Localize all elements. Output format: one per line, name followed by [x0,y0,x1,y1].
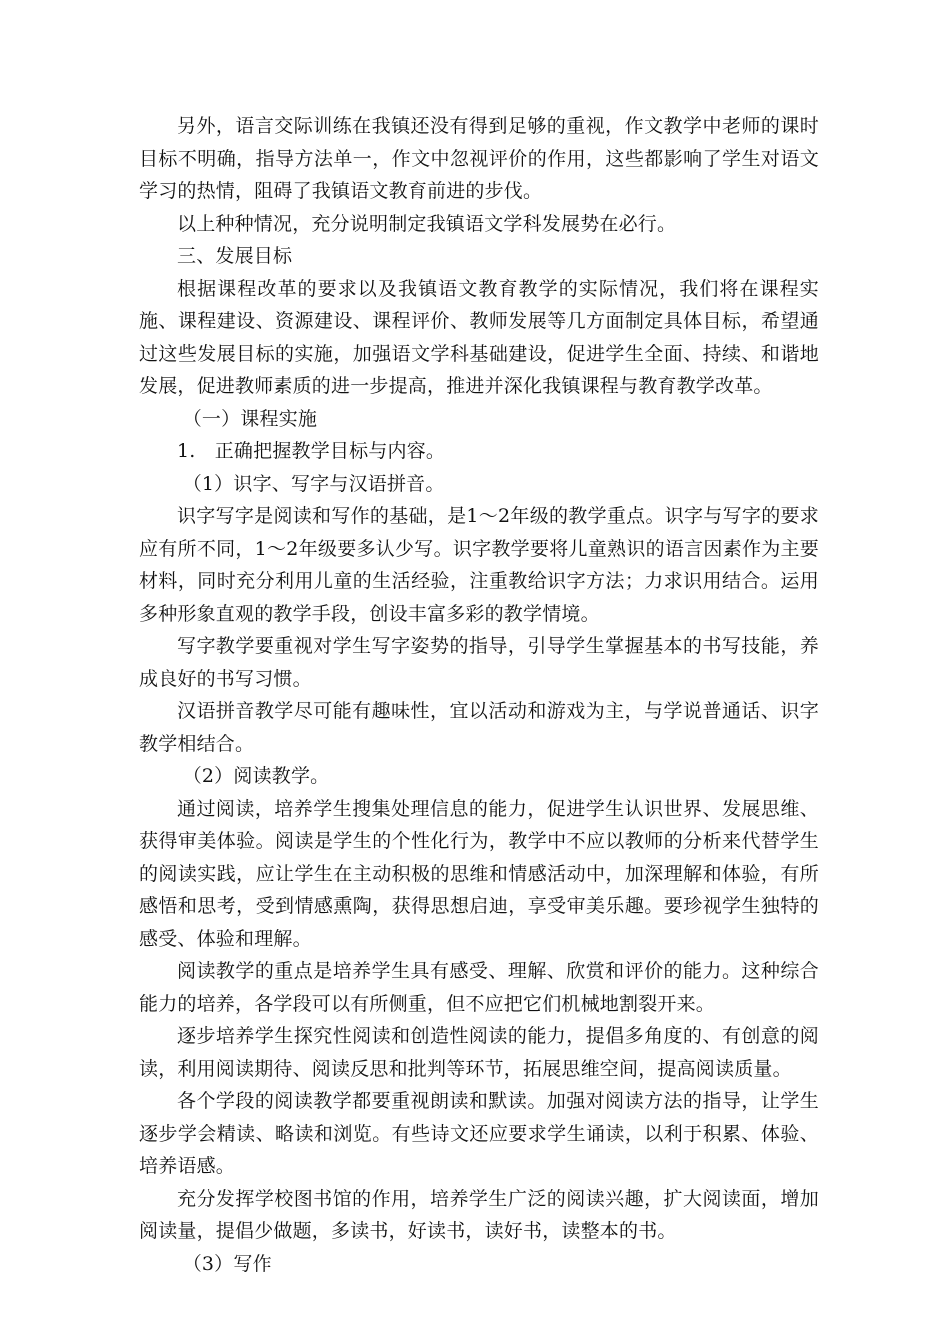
paragraph: 通过阅读，培养学生搜集处理信息的能力，促进学生认识世界、发展思维、获得审美体验。阅读是学生的个性化行为，教学中不应以教师的分析来代替学生的阅读实践，应让学生在主动积极的思维和情感活动中，加深理解和体验，有所感悟和思考，受到情感熏陶，获得思想启迪，享受审美乐趣。要珍视学生独特的感受、体验和理解。 [139,797,819,950]
subsection-heading: （1）识字、写字与汉语拼音。 [182,472,445,495]
paragraph: 汉语拼音教学尽可能有趣味性，宜以活动和游戏为主，与学说普通话、识字教学相结合。 [139,700,819,755]
paragraph: 以上种种情况，充分说明制定我镇语文学科发展势在必行。 [177,212,677,235]
document-body [139,110,819,1280]
paragraph: 阅读教学的重点是培养学生具有感受、理解、欣赏和评价的能力。这种综合能力的培养，各学段可以有所侧重，但不应把它们机械地割裂开来。 [139,960,819,1015]
subsection-heading: （3）写作 [182,1252,272,1275]
paragraph: 根据课程改革的要求以及我镇语文教育教学的实际情况，我们将在课程实施、课程建设、资源建设、课程评价、教师发展等几方面制定具体目标，希望通过这些发展目标的实施，加强语文学科基础建设，促进学生全面、持续、和谐地发展，促进教师素质的进一步提高，推进并深化我镇课程与教育教学改革。 [139,277,819,397]
paragraph: 各个学段的阅读教学都要重视朗读和默读。加强对阅读方法的指导，让学生逐步学会精读、略读和浏览。有些诗文还应要求学生诵读，以利于积累、体验、培养语感。 [139,1090,819,1177]
paragraph: 识字写字是阅读和写作的基础，是1～2年级的教学重点。识字与写字的要求应有所不同，1～2年级要多认少写。识字教学要将儿童熟识的语言因素作为主要材料，同时充分利用儿童的生活经验，注重教给识字方法；力求识用结合。运用多种形象直观的教学手段，创设丰富多彩的教学情境。 [139,505,819,625]
subsection-heading: （2）阅读教学。 [182,765,330,787]
paragraph: 写字教学要重视对学生写字姿势的指导，引导学生掌握基本的书写技能，养成良好的书写习惯。 [139,635,819,690]
subsection-heading: （一）课程实施 [182,407,318,430]
section-heading: 三、发展目标 [177,245,293,267]
paragraph: 充分发挥学校图书馆的作用，培养学生广泛的阅读兴趣，扩大阅读面，增加阅读量，提倡少做题，多读书，好读书，读好书，读整本的书。 [139,1187,819,1242]
paragraph: 另外，语言交际训练在我镇还没有得到足够的重视，作文教学中老师的课时目标不明确，指导方法单一，作文中忽视评价的作用，这些都影响了学生对语文学习的热情，阻碍了我镇语文教育前进的步伐。 [139,115,819,202]
numbered-heading: 1. 正确把握教学目标与内容。 [177,440,446,462]
paragraph: 逐步培养学生探究性阅读和创造性阅读的能力，提倡多角度的、有创意的阅读，利用阅读期待、阅读反思和批判等环节，拓展思维空间，提高阅读质量。 [139,1025,819,1080]
